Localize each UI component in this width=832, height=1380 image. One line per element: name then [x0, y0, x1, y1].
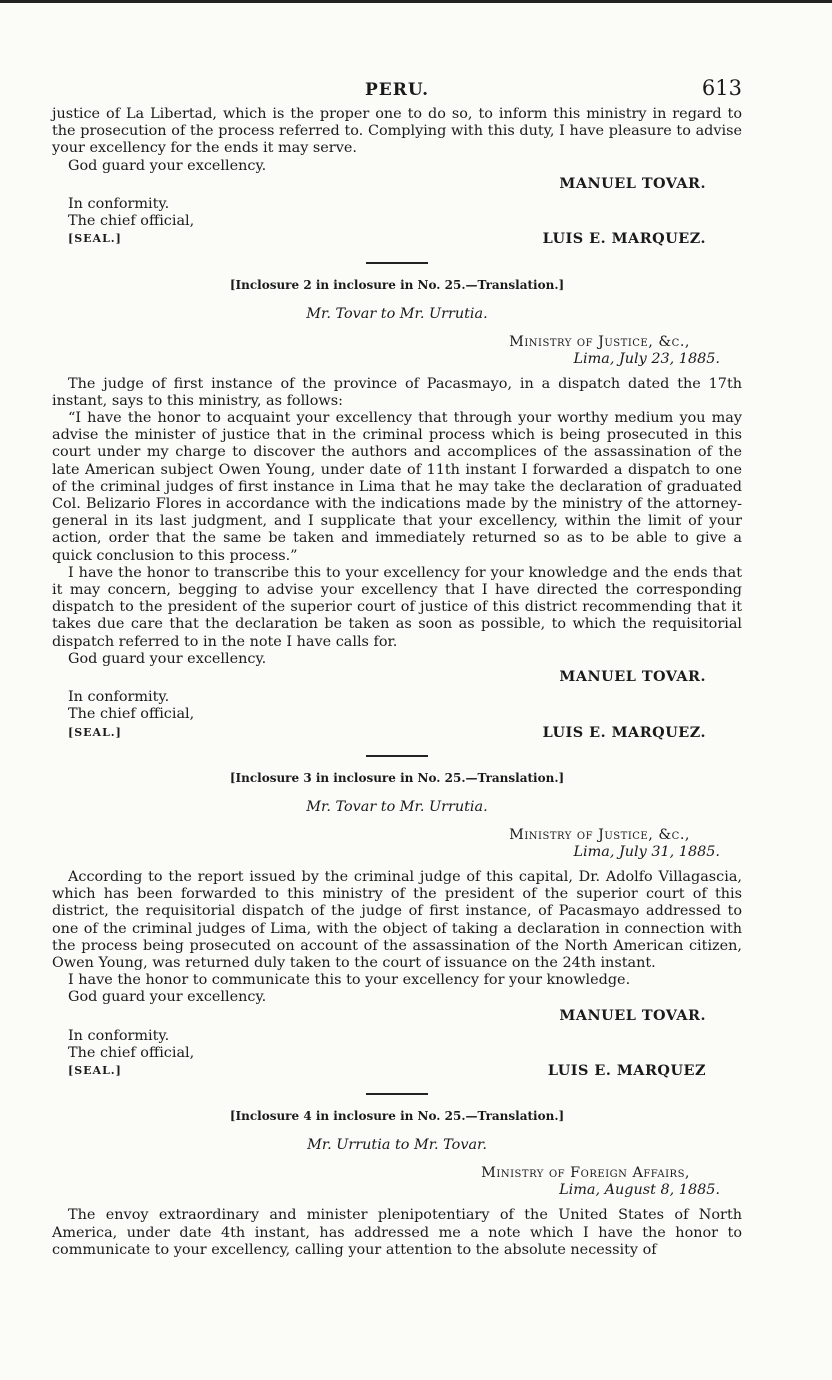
closing-text: God guard your excellency. — [68, 650, 267, 667]
inclosure-heading: [Inclosure 2 in inclosure in No. 25.—Translation.] — [229, 277, 565, 292]
place-date: Lima, July 31, 1885. — [573, 843, 720, 860]
place-date: Lima, August 8, 1885. — [559, 1182, 720, 1199]
place-date: Lima, July 23, 1885. — [573, 350, 720, 367]
conformity-text: In conformity. — [68, 1027, 170, 1044]
body-paragraph: According to the report issued by the criminal judge of this capital, Dr. Adolfo Villagascia, which has been forwarded to this ministry of the president of the superior court of this district, the requisitorial dispatch of the judge of first instance, of Pacasmayo addressed to one of the criminal judges of Lima, with the object of taking a declaration in connection with the process being prosecuted on account of the assassination of the North American citizen, Owen Young, was returned duly taken to the court of issuance on the 24th instant. — [52, 868, 742, 971]
ministry-name: Ministry of Justice, &c., — [509, 333, 690, 350]
closing-text: God guard your excellency. — [68, 157, 267, 174]
body-paragraph: The envoy extraordinary and minister plenipotentiary of the United States of North America, under date 4th instant, has addressed me a note which I have the honor to communicate to your excellency, calling your attention to the absolute necessity of — [52, 1207, 742, 1258]
inclosure-heading: [Inclosure 4 in inclosure in No. 25.—Translation.] — [229, 1109, 565, 1124]
intro-closing-line — [52, 158, 742, 175]
body-paragraph: I have the honor to transcribe this to your excellency for your knowledge and the ends that it may concern, begging to advise your excellency that I have directed the corresponding dispatch to the president of the superior court of justice of this district recommending that it takes due care that the declaration be taken as soon as possible, to which the requisitorial dispatch referred to in the note I have calls for. — [52, 564, 742, 650]
body-paragraph: “I have the honor to acquaint your excellency that through your worthy medium you may advise the minister of justice that in the criminal process which is being prosecuted in this court under my charge to discover the authors and accomplices of the assassination of the late American subject Owen Young, under date of 11th instant I forwarded a dispatch to one of the criminal judges of first instance in Lima that he may take the declaration of graduated Col. Belizario Flores in accordance with the indications made by the ministry of the attorney-general in its last judgment, and I supplicate that your excellency, within the limit of your action, order that the same be taken and immediately returned so as to be able to give a quick conclusion to this process.” — [52, 410, 742, 564]
document-page — [52, 76, 742, 1259]
page-number: 613 — [701, 76, 742, 100]
top-rule — [0, 0, 832, 3]
countersigner-name: LUIS E. MARQUEZ — [547, 1062, 706, 1080]
seal-mark: [SEAL.] — [68, 232, 122, 246]
chief-official-text: The chief official, — [68, 1044, 195, 1061]
countersigner-name: LUIS E. MARQUEZ. — [542, 723, 706, 741]
intro-paragraph: justice of La Libertad, which is the proper one to do so, to inform this ministry in regard to the prosecution of the process referred to. Complying with this duty, I have pleasure to advise your excellency for the ends it may serve. — [52, 106, 742, 157]
ministry-name: Ministry of Foreign Affairs, — [481, 1165, 690, 1182]
body-paragraph: I have the honor to communicate this to your excellency for your knowledge. — [68, 972, 631, 989]
running-header — [52, 76, 742, 106]
dateline — [52, 1165, 742, 1199]
dateline — [52, 334, 742, 368]
page-title: PERU. — [364, 80, 430, 100]
body-paragraph: The judge of first instance of the province of Pacasmayo, in a dispatch dated the 17th instant, says to this ministry, as follows: — [52, 375, 742, 409]
seal-mark: [SEAL.] — [68, 1064, 122, 1078]
section-divider — [366, 755, 428, 757]
closing-text: God guard your excellency. — [68, 989, 267, 1006]
correspondents-line: Mr. Tovar to Mr. Urrutia. — [306, 305, 488, 322]
dateline — [52, 827, 742, 861]
conformity-text: In conformity. — [68, 689, 170, 706]
signer-name: MANUEL TOVAR. — [559, 174, 706, 192]
chief-official-text: The chief official, — [68, 706, 195, 723]
inclosure-heading: [Inclosure 3 in inclosure in No. 25.—Translation.] — [229, 770, 565, 785]
ministry-name: Ministry of Justice, &c., — [509, 826, 690, 843]
correspondents-line: Mr. Tovar to Mr. Urrutia. — [306, 798, 488, 815]
section-divider — [366, 1093, 428, 1095]
signer-name: MANUEL TOVAR. — [559, 668, 706, 686]
conformity-text: In conformity. — [68, 196, 170, 213]
chief-official-text: The chief official, — [68, 213, 195, 230]
intro-signature — [52, 175, 742, 192]
signer-name: MANUEL TOVAR. — [559, 1006, 706, 1024]
correspondents-line: Mr. Urrutia to Mr. Tovar. — [307, 1137, 487, 1154]
seal-mark: [SEAL.] — [68, 725, 122, 739]
countersigner-name: LUIS E. MARQUEZ. — [542, 230, 706, 248]
section-divider — [366, 262, 428, 264]
